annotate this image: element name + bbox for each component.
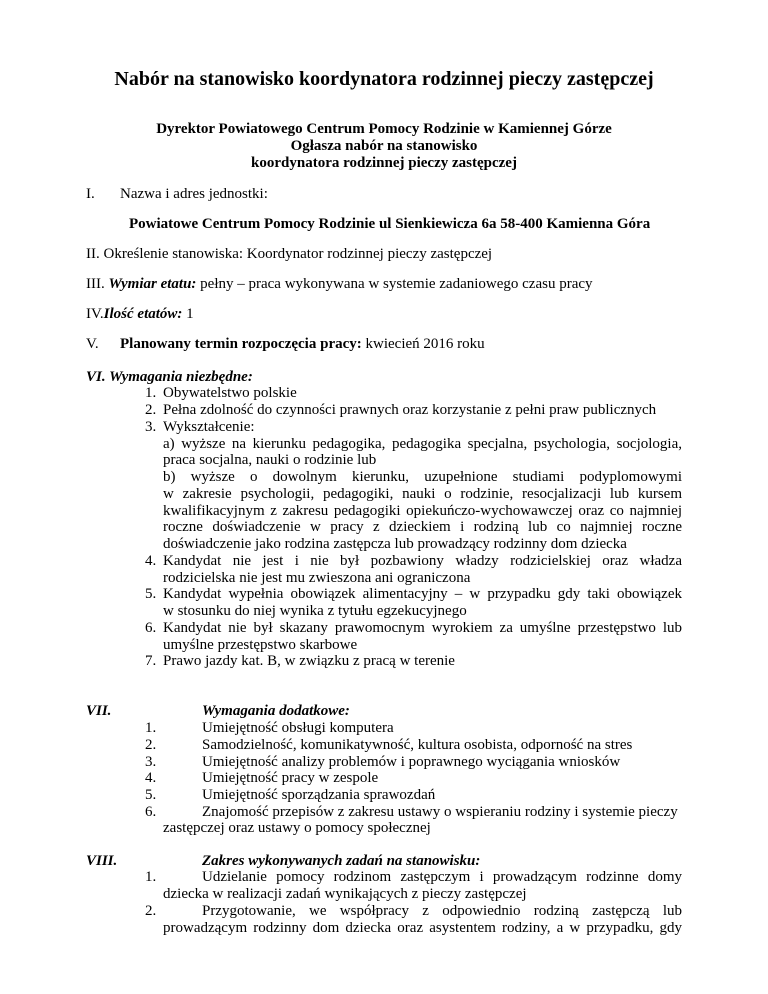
list-number: 2.: [145, 737, 157, 753]
list-item-line: prowadzącym rodzinny dom dziecka oraz asystentem rodziny, a w przypadku, gdy: [163, 920, 682, 936]
list-number: 3.: [145, 419, 157, 435]
list-number: 6.: [145, 804, 157, 820]
list-item-line: zastępczej oraz ustawy o pomocy społecznej: [163, 820, 431, 836]
list-number: 3.: [145, 754, 157, 770]
list-item-line: umyślne przestępstwo skarbowe: [163, 637, 358, 653]
list-item: Samodzielność, komunikatywność, kultura osobista, odporność na stres: [202, 737, 633, 753]
list-item: Znajomość przepisów z zakresu ustawy o wspieraniu rodziny i systemie pieczy: [202, 804, 678, 820]
section-7-number: VII.: [86, 703, 112, 719]
list-number: 1.: [145, 720, 157, 736]
section-5-text: kwiecień 2016 roku: [361, 336, 485, 352]
section-1-number: I.: [86, 186, 95, 202]
section-3-label: Wymiar etatu:: [108, 276, 197, 292]
section-5-number: V.: [86, 336, 99, 352]
list-item-line: roczne doświadczenie w pracy z dzieckiem i rodziną lub co najmniej roczne: [163, 519, 682, 535]
unit-address: Powiatowe Centrum Pomocy Rodzinie ul Sienkiewicza 6a 58-400 Kamienna Góra: [129, 216, 651, 232]
list-item: Kandydat wypełnia obowiązek alimentacyjny – w przypadku gdy taki obowiązek: [163, 586, 682, 602]
list-number: 7.: [145, 653, 157, 669]
list-item-line: praca socjalna, nauki o rodzinie lub: [163, 452, 377, 468]
list-number: 4.: [145, 553, 157, 569]
section-3-text: pełny – praca wykonywana w systemie zadaniowego czasu pracy: [196, 276, 593, 292]
list-item-line: dziecka w realizacji zadań wynikających z pieczy zastępczej: [163, 886, 527, 902]
list-item-line: kwalifikacyjnym z zakresu pedagogiki opiekuńczo-wychowawczej oraz co najmniej: [163, 503, 682, 519]
list-item-line: b) wyższe o dowolnym kierunku, uzupełnione studiami podyplomowymi: [163, 469, 682, 485]
list-item-line: doświadczenie jako rodzina zastępcza lub prowadzący rodzinny dom dziecka: [163, 536, 627, 552]
list-item: Kandydat nie był skazany prawomocnym wyrokiem za umyślne przestępstwo lub: [163, 620, 682, 636]
list-number: 2.: [145, 903, 157, 919]
section-4-text: 1: [182, 306, 194, 322]
section-1-label: Nazwa i adres jednostki:: [120, 186, 268, 202]
list-item: Umiejętność sporządzania sprawozdań: [202, 787, 436, 803]
list-item: Pełna zdolność do czynności prawnych oraz korzystanie z pełni praw publicznych: [163, 402, 657, 418]
section-5-label: Planowany termin rozpoczęcia pracy:: [120, 336, 362, 352]
header-line-1: Dyrektor Powiatowego Centrum Pomocy Rodzinie w Kamiennej Górze: [156, 121, 612, 137]
section-8-number: VIII.: [86, 853, 118, 869]
list-item: Kandydat nie jest i nie był pozbawiony władzy rodzicielskiej oraz władza: [163, 553, 682, 569]
list-item-line: w zakresie psychologii, pedagogiki, nauki o rodzinie, resocjalizacji lub kursem: [163, 486, 682, 502]
page-title: Nabór na stanowisko koordynatora rodzinnej pieczy zastępczej: [114, 68, 654, 90]
section-2: [86, 246, 492, 263]
section-7-heading: Wymagania dodatkowe:: [202, 703, 350, 719]
list-number: 4.: [145, 770, 157, 786]
list-number: 5.: [145, 787, 157, 803]
list-item: Obywatelstwo polskie: [163, 385, 297, 401]
section-6-heading: VI. Wymagania niezbędne:: [86, 369, 253, 385]
header-line-3: koordynatora rodzinnej pieczy zastępczej: [251, 155, 517, 171]
list-item-line: w stosunku do niej wynika z tytułu egzekucyjnego: [163, 603, 467, 619]
list-item: Umiejętność analizy problemów i poprawnego wyciągania wniosków: [202, 754, 621, 770]
list-number: 5.: [145, 586, 157, 602]
section-3-number: III.: [86, 276, 105, 292]
list-item: Prawo jazdy kat. B, w związku z pracą w terenie: [163, 653, 455, 669]
list-item: Przygotowanie, we współpracy z odpowiednio rodziną zastępczą lub: [202, 903, 682, 919]
header-line-2: Ogłasza nabór na stanowisko: [290, 138, 478, 154]
section-4: [86, 306, 194, 323]
section-4-label: Ilość etatów:: [103, 306, 183, 322]
list-number: 2.: [145, 402, 157, 418]
section-2-number: II.: [86, 246, 100, 262]
section-8-heading: Zakres wykonywanych zadań na stanowisku:: [202, 853, 481, 869]
section-5: [120, 336, 485, 353]
section-2-text: Określenie stanowiska: Koordynator rodzinnej pieczy zastępczej: [103, 246, 493, 262]
list-item: Udzielanie pomocy rodzinom zastępczym i prowadzącym rodzinne domy: [202, 869, 682, 885]
section-4-number: IV.: [86, 306, 104, 322]
list-item-line: rodzicielska nie jest mu zwieszona ani ograniczona: [163, 570, 471, 586]
list-number: 1.: [145, 385, 157, 401]
list-item-line: a) wyższe na kierunku pedagogika, pedagogika specjalna, psychologia, socjologia,: [163, 436, 682, 452]
list-item: Umiejętność pracy w zespole: [202, 770, 379, 786]
section-3: [86, 276, 593, 293]
list-item: Wykształcenie:: [163, 419, 255, 435]
list-number: 6.: [145, 620, 157, 636]
list-item: Umiejętność obsługi komputera: [202, 720, 394, 736]
list-number: 1.: [145, 869, 157, 885]
